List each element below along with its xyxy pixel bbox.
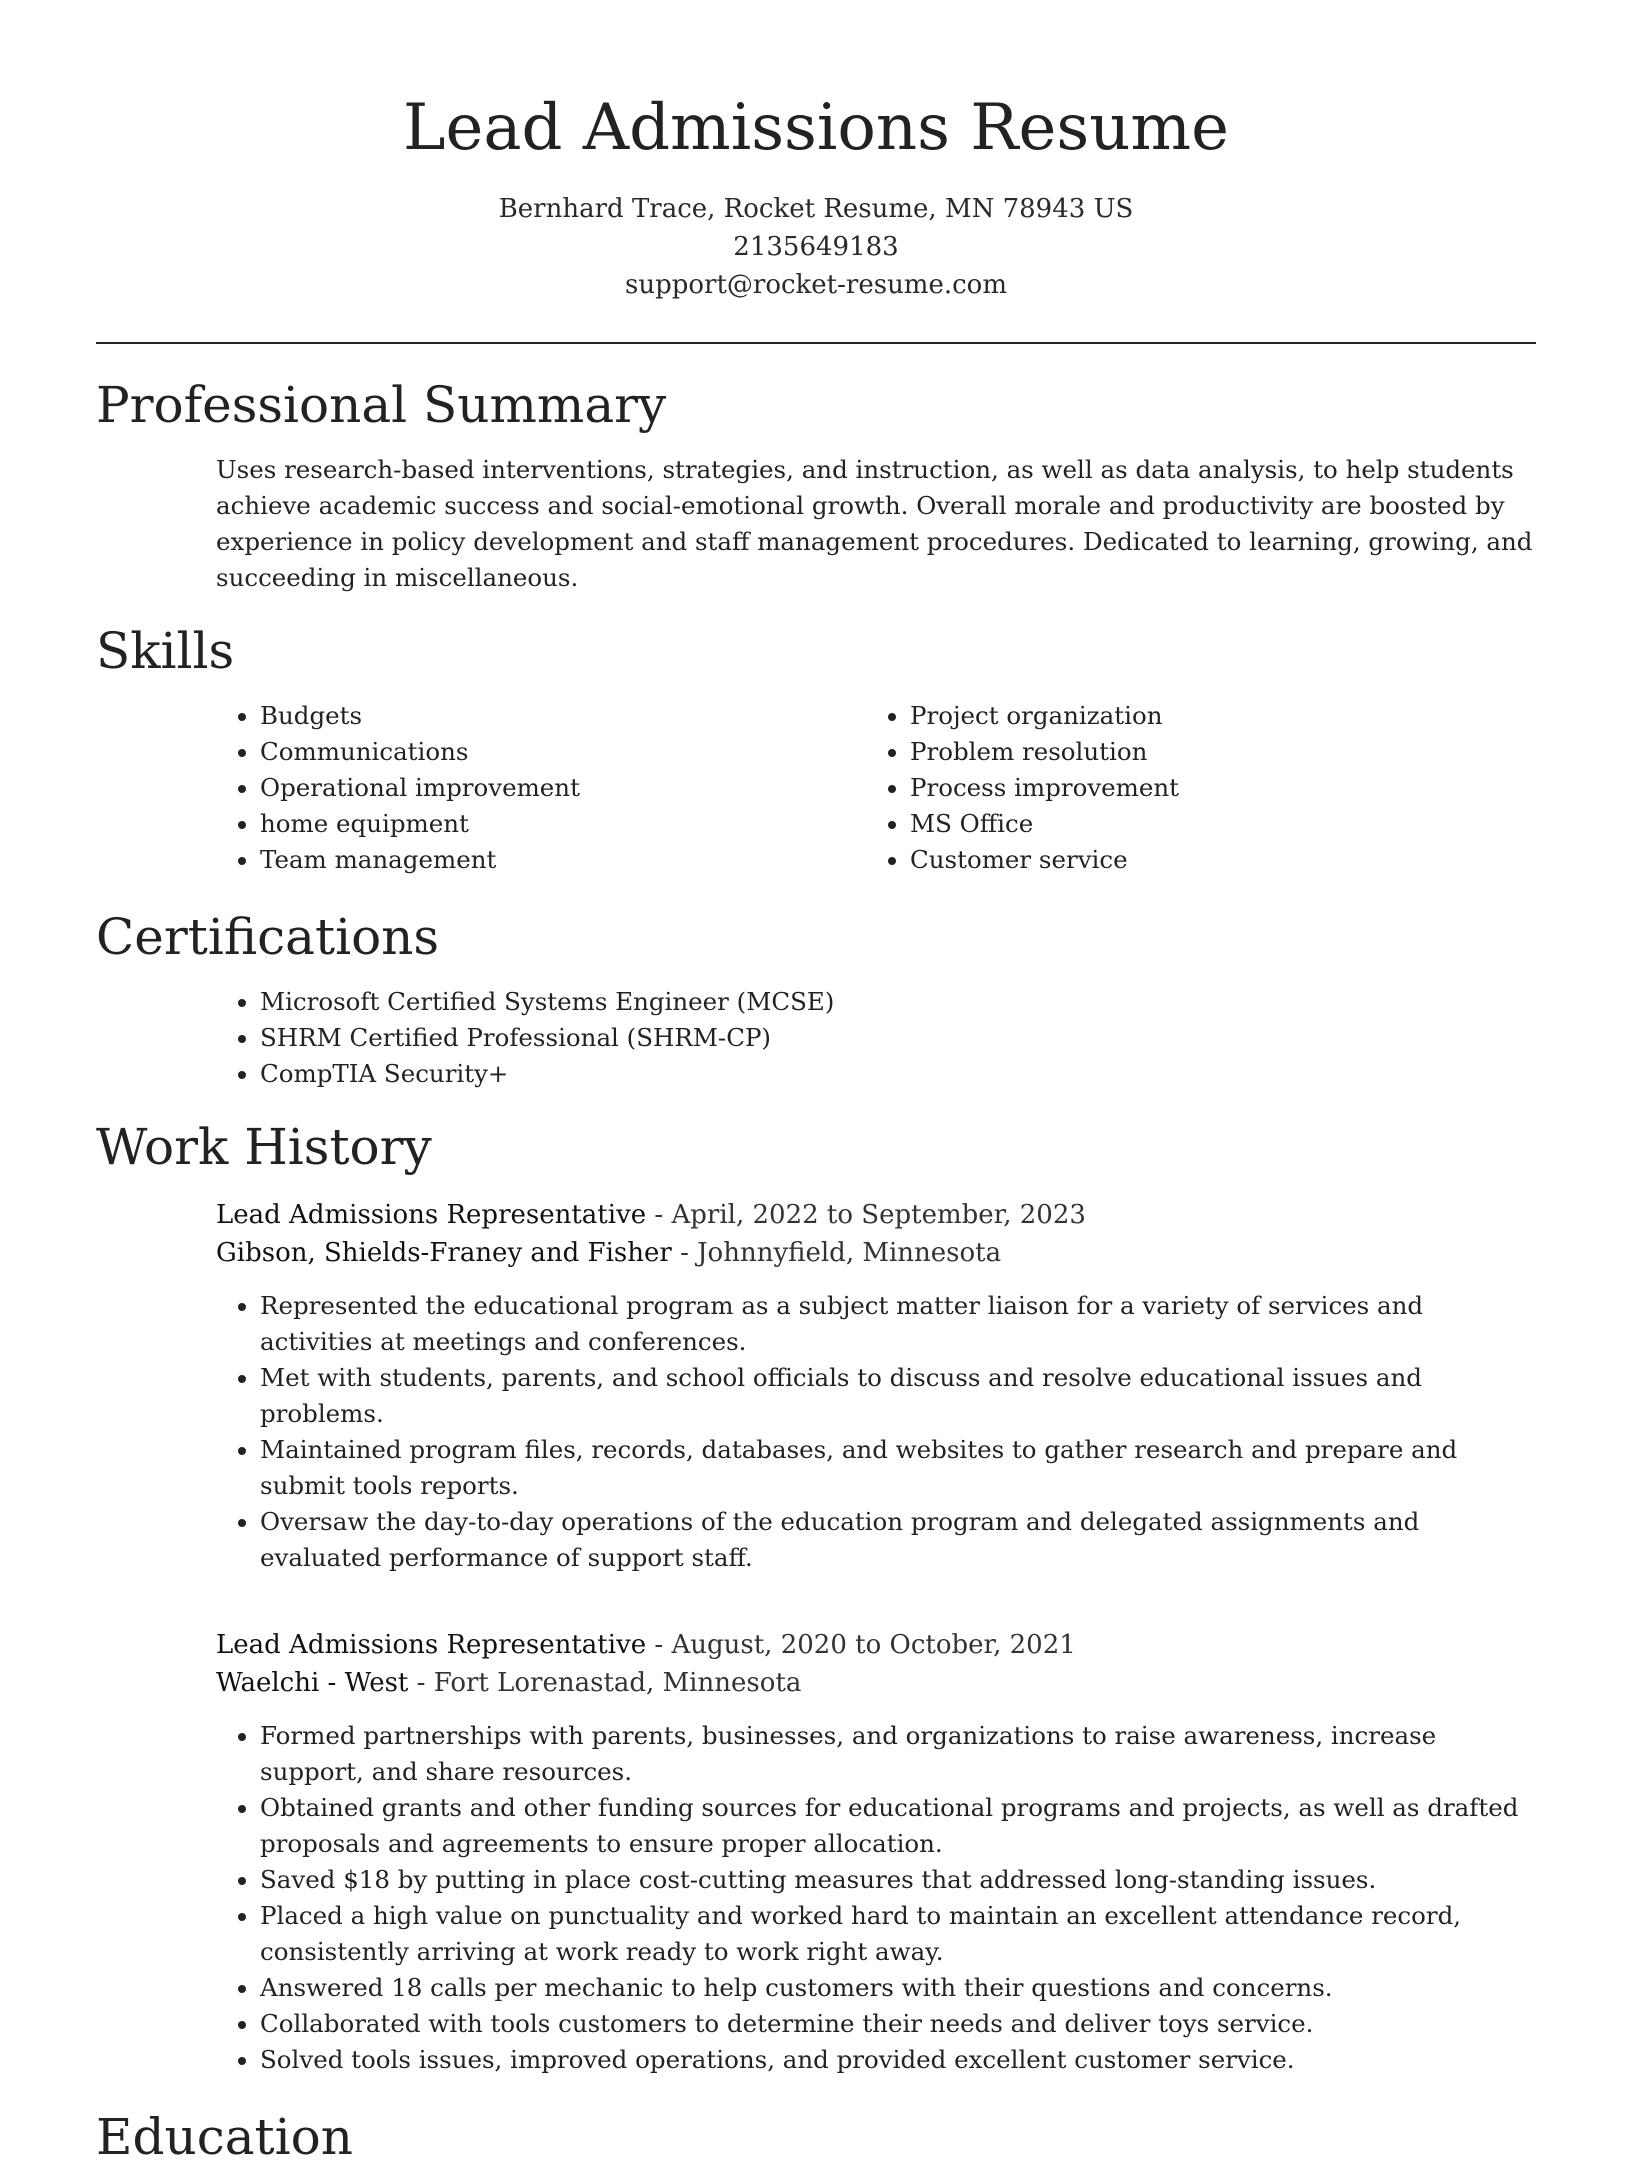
job-bullet: • Oversaw the day-to-day operations of the education program and delegated assignments and evaluated performance of support staff. [260,1504,1536,1576]
job-bullet: • Solved tools issues, improved operations, and provided excellent customer service. [260,2042,1536,2078]
job-bullet: • Answered 18 calls per mechanic to help customers with their questions and concerns. [260,1970,1536,2006]
job-bullet: • Met with students, parents, and school officials to discuss and resolve educational issues and problems. [260,1360,1536,1432]
job-location: - Fort Lorenastad, Minnesota [408,1668,802,1698]
skills-list-left [96,698,910,878]
contact-address: Bernhard Trace, Rocket Resume, MN 78943 US [498,194,1134,224]
skill-item: • MS Office [910,806,1410,842]
job-company-line [216,1234,1536,1272]
summary-section [96,374,1536,596]
skills-grid [96,698,1536,878]
certification-item: • CompTIA Security+ [260,1056,1536,1092]
skills-list-right [910,698,1410,878]
education-heading: Education [96,2108,353,2166]
skills-heading: Skills [96,622,235,680]
job-company-line [216,1664,1536,1702]
job-bullet: • Obtained grants and other funding sources for educational programs and projects, as well as drafted proposals and agreements to ensure proper allocation. [260,1790,1536,1862]
job-role: Lead Admissions Representative [216,1630,647,1660]
certifications-section [96,906,1536,1092]
job-header [216,1626,1536,1702]
job-bullet: • Placed a high value on punctuality and worked hard to maintain an excellent attendance record, consistently arriving at work ready to work right away. [260,1898,1536,1970]
skill-item: • Problem resolution [910,734,1410,770]
job-dates: - August, 2020 to October, 2021 [646,1630,1076,1660]
contact-block [96,190,1536,304]
skill-item: • Budgets [260,698,910,734]
job-bullet: • Saved $18 by putting in place cost-cutting measures that addressed long-standing issues. [260,1862,1536,1898]
certifications-list [96,984,1536,1092]
resume-header [96,0,1536,304]
certifications-heading: Certifications [96,908,440,966]
skill-item: • Operational improvement [260,770,910,806]
job-location: - Johnnyfield, Minnesota [671,1238,1002,1268]
resume-page [96,0,1536,2168]
job-company: Waelchi - West [216,1668,409,1698]
job-entry [96,1196,1536,1576]
job-company: Gibson, Shields-Franey and Fisher [216,1238,672,1268]
job-dates: - April, 2022 to September, 2023 [646,1200,1086,1230]
contact-email: support@rocket-resume.com [624,270,1007,300]
skill-item: • Project organization [910,698,1410,734]
header-divider [96,342,1536,344]
job-bullet: • Formed partnerships with parents, businesses, and organizations to raise awareness, increase support, and share resources. [260,1718,1536,1790]
job-title-line [216,1196,1536,1234]
certification-item: • SHRM Certified Professional (SHRM-CP) [260,1020,1536,1056]
job-role: Lead Admissions Representative [216,1200,647,1230]
skill-item: • Customer service [910,842,1410,878]
work-history-section [96,1116,1536,2078]
job-bullet: • Collaborated with tools customers to determine their needs and deliver toys service. [260,2006,1536,2042]
job-bullets [96,1718,1536,2078]
summary-text: Uses research-based interventions, strategies, and instruction, as well as data analysis, to help students achieve academic success and social-emotional growth. Overall morale and productivity are boosted by experience in policy development and staff management procedures. Dedicated to learning, growing, and succeeding in miscellaneous. [216,455,1533,592]
education-section [96,2106,1536,2168]
skill-item: • Process improvement [910,770,1410,806]
job-bullet: • Maintained program files, records, databases, and websites to gather research and prepare and submit tools reports. [260,1432,1536,1504]
skill-item: • Team management [260,842,910,878]
job-bullet: • Represented the educational program as a subject matter liaison for a variety of services and activities at meetings and conferences. [260,1288,1536,1360]
skill-item: • Communications [260,734,910,770]
work-history-heading: Work History [96,1118,432,1176]
job-header [216,1196,1536,1272]
job-title-line [216,1626,1536,1664]
resume-title: Lead Admissions Resume [403,91,1229,165]
skill-item: • home equipment [260,806,910,842]
certification-item: • Microsoft Certified Systems Engineer (MCSE) [260,984,1536,1020]
job-entry [96,1626,1536,2078]
contact-phone: 2135649183 [733,232,899,262]
job-bullets [96,1288,1536,1576]
summary-heading: Professional Summary [96,376,667,434]
skills-section [96,620,1536,878]
